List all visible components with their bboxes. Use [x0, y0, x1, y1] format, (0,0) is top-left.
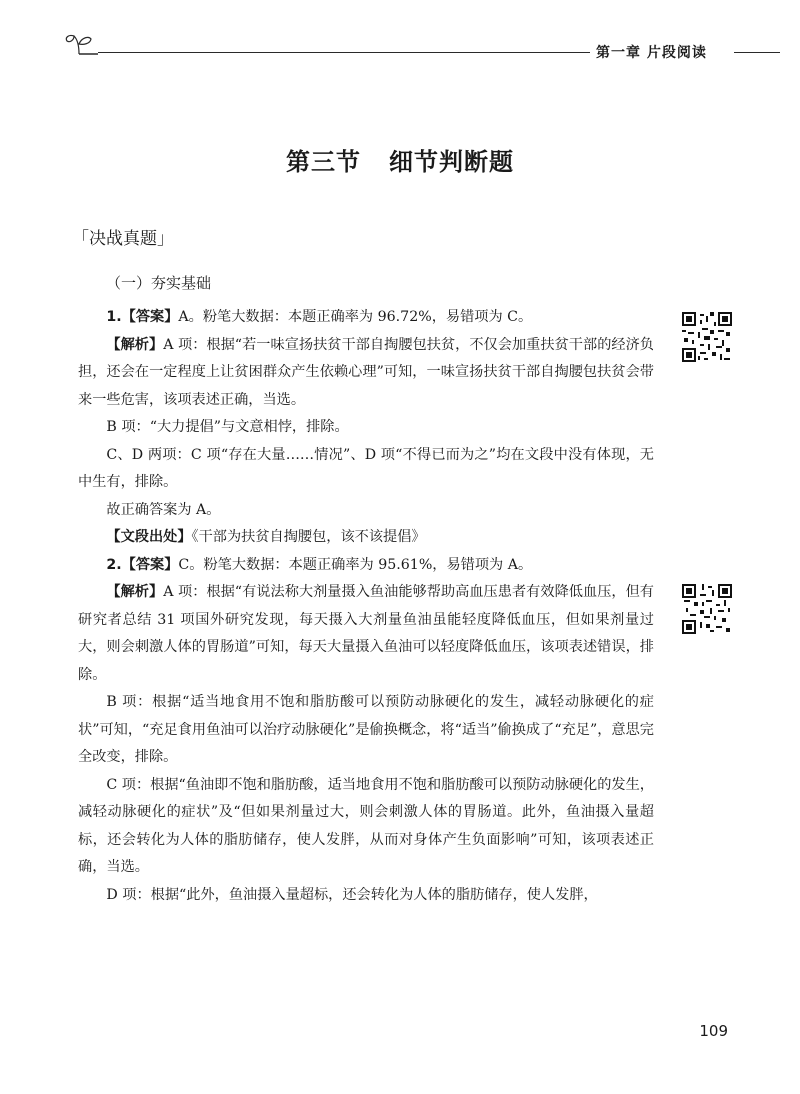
- paragraph-text: A 项：根据“有说法称大剂量摄入鱼油能够帮助高血压患者有效降低血压，但有研究者总结 31 项国外研究发现，每天摄入大剂量鱼油虽能轻度降低血压，但如果剂量过大，则会刺激人体的胃肠道”可知，每天大量摄入鱼油可以轻度降低血压，该项表述错误，排除。: [78, 584, 654, 683]
- paragraph: [78, 414, 654, 442]
- section-name: 细节判断题: [389, 148, 514, 176]
- paragraph: [78, 304, 654, 332]
- paragraph-tag: 2.【答案】: [106, 556, 179, 573]
- section-title: [0, 142, 800, 177]
- paragraph-tag: 【解析】: [106, 584, 164, 600]
- header-rule-right: [734, 52, 780, 53]
- paragraph-text: 故正确答案为 A。: [106, 501, 221, 518]
- paragraph: [78, 524, 654, 552]
- chapter-title: 第一章 片段阅读: [596, 45, 707, 61]
- exam-label: 「决战真题」: [72, 229, 174, 249]
- paragraph: [78, 689, 654, 772]
- subsection-heading: （一）夯实基础: [106, 274, 212, 292]
- leaf-sprout-icon: [62, 28, 98, 64]
- paragraph-text: B 项：根据“适当地食用不饱和脂肪酸可以预防动脉硬化的发生，减轻动脉硬化的症状”可知，“充足食用鱼油可以治疗动脉硬化”是偷换概念，将“适当”偷换成了“充足”，意思完全改变，排除。: [78, 694, 654, 765]
- paragraph: [78, 772, 654, 882]
- paragraph: [78, 497, 654, 525]
- paragraph-text: 《干部为扶贫自掏腰包，该不该提倡》: [191, 529, 426, 545]
- running-header: [0, 28, 800, 68]
- paragraph: [78, 882, 654, 910]
- paragraph: [78, 552, 654, 580]
- paragraph-tag: 1.【答案】: [106, 309, 179, 325]
- qr-code-icon[interactable]: [682, 584, 732, 634]
- page-number: 109: [699, 1022, 728, 1040]
- paragraph-tag: 【解析】: [106, 336, 164, 353]
- paragraph-text: A 项：根据“若一味宣扬扶贫干部自掏腰包扶贫，不仅会加重扶贫干部的经济负担，还会在一定程度上让贫困群众产生依赖心理”可知，一味宣扬扶贫干部自掏腰包扶贫会带来一些危害，该项表述正确，当选。: [78, 336, 654, 408]
- paragraph-text: C、D 两项：C 项“存在大量……情况”、D 项“不得已而为之”均在文段中没有体现，无中生有，排除。: [78, 446, 654, 490]
- paragraph-text: D 项：根据“此外，鱼油摄入量超标，还会转化为人体的脂肪储存，使人发胖，: [106, 886, 598, 903]
- paragraph-text: A。粉笔大数据：本题正确率为 96.72%，易错项为 C。: [178, 309, 533, 325]
- section-number: 第三节: [286, 148, 361, 176]
- qr-code-icon[interactable]: [682, 312, 732, 362]
- paragraph-text: C 项：根据“鱼油即不饱和脂肪酸，适当地食用不饱和脂肪酸可以预防动脉硬化的发生，减轻动脉硬化的症状”及“但如果剂量过大，则会刺激人体的胃肠道。此外，鱼油摄入量超标，还会转化为人体的脂肪储存，使人发胖，从而对身体产生负面影响”可知，该项表述正确，当选。: [78, 776, 654, 875]
- answer-explanation-body: [78, 304, 654, 909]
- paragraph: [78, 579, 654, 689]
- paragraph-text: C。粉笔大数据：本题正确率为 95.61%，易错项为 A。: [178, 556, 533, 573]
- header-rule-left: [98, 52, 590, 53]
- paragraph-tag: 【文段出处】: [106, 529, 192, 545]
- paragraph-text: B 项：“大力提倡”与文意相悖，排除。: [106, 419, 349, 435]
- paragraph: [78, 442, 654, 497]
- paragraph: [78, 332, 654, 415]
